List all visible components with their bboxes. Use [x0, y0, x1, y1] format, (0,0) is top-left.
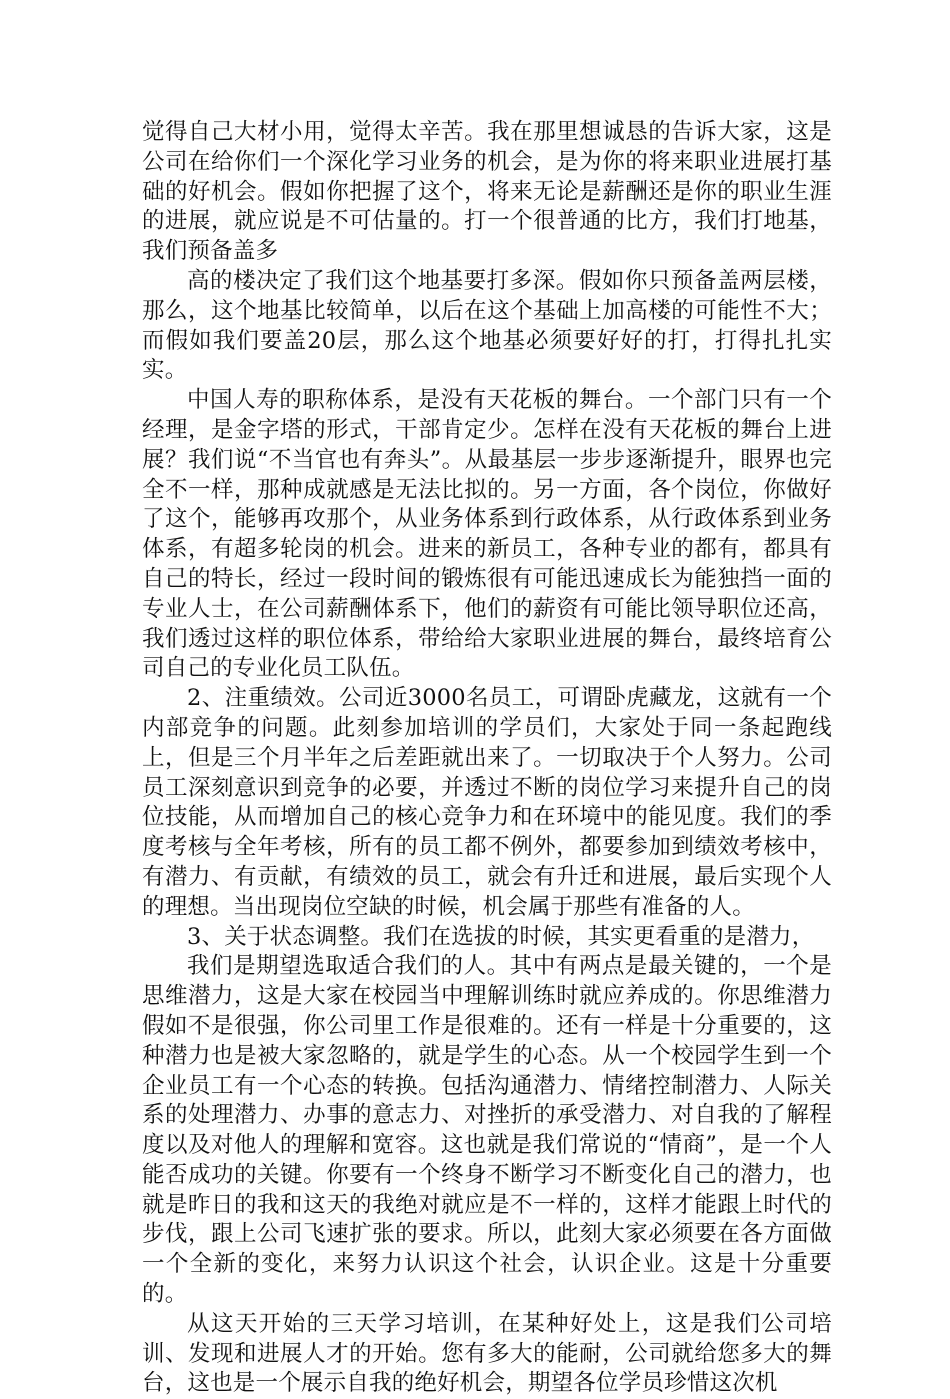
paragraph-3: 中国人寿的职称体系，是没有天花板的舞台。一个部门只有一个经理，是金字塔的形式，干部肯定少。怎样在没有天花板的舞台上进展？我们说“不当官也有奔头”。从最基层一步步逐渐提升，眼界也完全不一样，那种成就感是无法比拟的。另一方面，各个岗位，你做好了这个，能够再攻那个，从业务体系到行政体系，从行政体系到业务体系，有超多轮岗的机会。进来的新员工，各种专业的都有，都具有自己的特长，经过一段时间的锻炼很有可能迅速成长为能独挡一面的专业人士，在公司薪酬体系下，他们的薪资有可能比领导职位还高，我们透过这样的职位体系，带给给大家职业进展的舞台，最终培育公司自己的专业化员工队伍。: [142, 387, 832, 682]
paragraph-2: 高的楼决定了我们这个地基要打多深。假如你只预备盖两层楼，那么，这个地基比较简单，以后在这个基础上加高楼的可能性不大；而假如我们要盖20层，那么这个地基必须要好好的打，打得扎扎实实。: [142, 267, 832, 384]
paragraph-4: 2、注重绩效。公司近3000名员工，可谓卧虎藏龙，这就有一个内部竞争的问题。此刻参加培训的学员们，大家处于同一条起跑线上，但是三个月半年之后差距就出来了。一切取决于个人努力。公司员工深刻意识到竞争的必要，并透过不断的岗位学习来提升自己的岗位技能，从而增加自己的核心竞争力和在环境中的能见度。我们的季度考核与全年考核，所有的员工都不例外，都要参加到绩效考核中，有潜力、有贡献，有绩效的员工，就会有升迁和进展，最后实现个人的理想。当出现岗位空缺的时候，机会属于那些有准备的人。: [142, 685, 832, 920]
paragraph-5: 3、关于状态调整。我们在选拔的时候，其实更看重的是潜力，: [187, 923, 815, 950]
document-body: [142, 118, 832, 1399]
paragraph-1: 觉得自己大材小用，觉得太辛苦。我在那里想诚恳的告诉大家，这是公司在给你们一个深化学习业务的机会，是为你的将来职业进展打基础的好机会。假如你把握了这个，将来无论是薪酬还是你的职业生涯的进展，就应说是不可估量的。打一个很普通的比方，我们打地基，我们预备盖多: [142, 119, 832, 265]
paragraph-6: 我们是期望选取适合我们的人。其中有两点是最关键的，一个是思维潜力，这是大家在校园当中理解训练时就应养成的。你思维潜力假如不是很强，你公司里工作是很难的。还有一样是十分重要的，这种潜力也是被大家忽略的，就是学生的心态。从一个校园学生到一个企业员工有一个心态的转换。包括沟通潜力、情绪控制潜力、人际关系的处理潜力、办事的意志力、对挫折的承受潜力、对自我的了解程度以及对他人的理解和宽容。这也就是我们常说的“情商”，是一个人能否成功的关键。你要有一个终身不断学习不断变化自己的潜力，也就是昨日的我和这天的我绝对就应是不一样的，这样才能跟上时代的步伐，跟上公司飞速扩张的要求。所以，此刻大家必须要在各方面做一个全新的变化，来努力认识这个社会，认识企业。这是十分重要的。: [142, 953, 832, 1308]
paragraph-7: 从这天开始的三天学习培训，在某种好处上，这是我们公司培训、发现和进展人才的开始。您有多大的能耐，公司就给您多大的舞台，这也是一个展示自我的绝好机会，期望各位学员珍惜这次机: [142, 1310, 832, 1397]
